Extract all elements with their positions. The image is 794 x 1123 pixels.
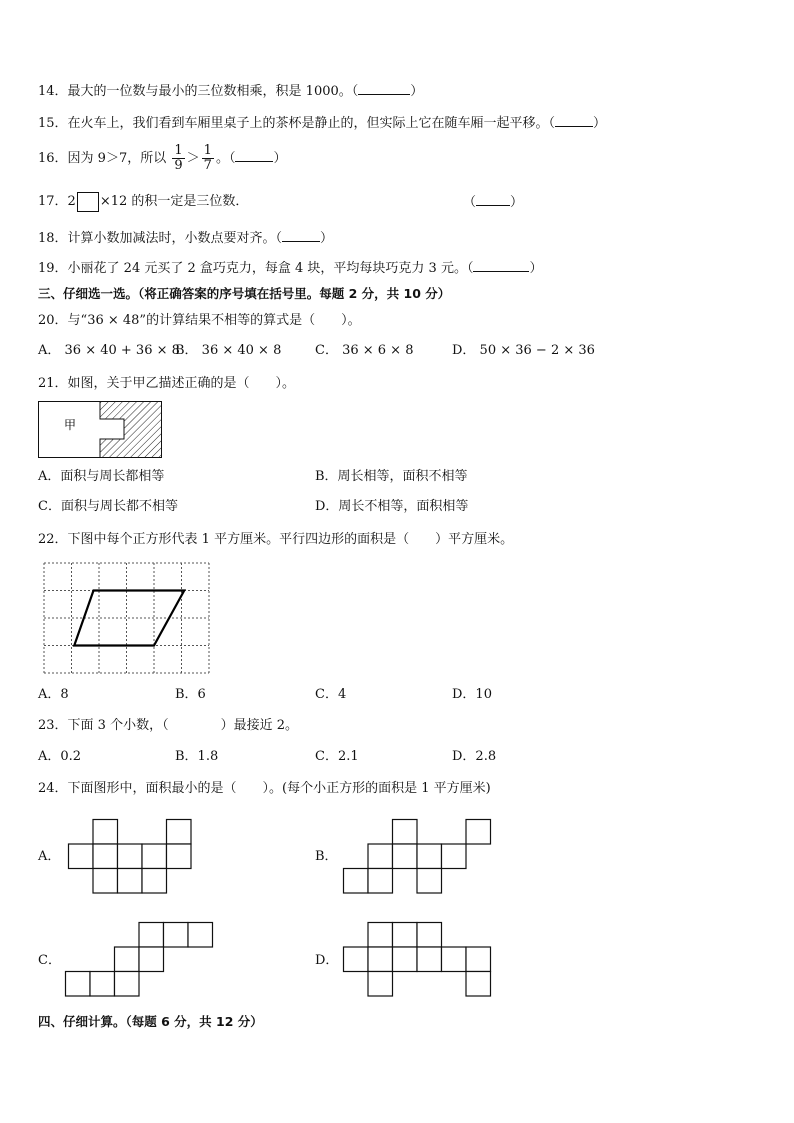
unit-square [66,972,91,997]
unit-square [93,844,118,869]
q20-option-b[interactable]: B． 36 × 40 × 8 [175,343,282,358]
unit-square [139,947,164,972]
unit-square [188,923,213,948]
unit-square [466,972,491,997]
unit-square [368,947,393,972]
unit-square [115,972,140,997]
answer-blank[interactable] [473,259,529,272]
unit-square [417,923,442,948]
unit-square [368,869,393,894]
q22-grid-figure [44,561,209,674]
unit-square [167,844,192,869]
answer-blank[interactable] [282,229,320,242]
unit-square [442,947,467,972]
question-15: 15．在火车上，我们看到车厢里桌子上的茶杯是静止的，但实际上它在随车厢一起平移。（ ） [38,116,607,131]
question-20: 20．与“36 × 48”的计算结果不相等的算式是（ ）。 [38,313,361,328]
unit-square [466,947,491,972]
unit-square [466,820,491,845]
unit-square [167,820,192,845]
question-17: 17．2 ×12 的积一定是三位数． [38,191,248,213]
q22-option-b[interactable]: B．6 [175,687,206,702]
unit-square [142,869,167,894]
q24-figure-d[interactable] [343,922,495,998]
q24-label-c[interactable]: C． [38,953,61,968]
q21-figure [38,401,162,458]
question-14: 14．最大的一位数与最小的三位数相乘，积是 1000。（ ） [38,84,424,99]
q23-option-d[interactable]: D．2.8 [452,749,497,764]
question-18: 18．计算小数加减法时，小数点要对齐。（ ） [38,231,334,246]
q23-option-a[interactable]: A．0.2 [38,749,82,764]
answer-blank[interactable] [358,82,410,95]
unit-square [164,923,189,948]
q24-figure-a[interactable] [68,819,193,894]
question-19: 19．小丽花了 24 元买了 2 盒巧克力，每盒 4 块，平均每块巧克力 3 元。（ ） [38,261,543,276]
unit-square [417,844,442,869]
unit-square [368,923,393,948]
question-21: 21．如图，关于甲乙描述正确的是（ ）。 [38,376,296,391]
q23-option-c[interactable]: C．2.1 [315,749,359,764]
unit-square [393,820,418,845]
unit-square [118,844,143,869]
fraction-one-seventh: $\frac{1}{7}$ [203,143,212,173]
unit-square [368,844,393,869]
q20-option-d[interactable]: D． 50 × 36 − 2 × 36 [452,343,595,358]
unit-square [417,947,442,972]
q24-figure-b[interactable] [343,819,493,894]
unit-square [69,844,94,869]
q20-option-a[interactable]: A． 36 × 40 + 36 × 8 [38,343,180,358]
q24-label-b[interactable]: B． [315,849,338,864]
unit-square [417,869,442,894]
q24-figure-c[interactable] [65,922,217,998]
unit-square [393,947,418,972]
answer-blank[interactable] [555,114,593,127]
question-23: 23．下面 3 个小数，（ ）最接近 2。 [38,718,298,733]
unit-square [115,947,140,972]
q22-option-a[interactable]: A．8 [38,687,69,702]
unit-square [142,844,167,869]
q22-option-c[interactable]: C．4 [315,687,347,702]
q20-option-c[interactable]: C． 36 × 6 × 8 [315,343,414,358]
q21-option-b[interactable]: B．周长相等，面积不相等 [315,469,468,484]
unit-square [93,869,118,894]
q22-option-d[interactable]: D．10 [452,687,492,702]
section-4-heading: 四、仔细计算。（每题 6 分，共 12 分） [38,1014,263,1029]
unit-square [344,869,369,894]
unit-square [139,923,164,948]
digit-box[interactable] [77,192,99,212]
q21-option-c[interactable]: C．面积与周长都不相等 [38,499,178,514]
question-22: 22．下图中每个正方形代表 1 平方厘米。平行四边形的面积是（ ）平方厘米。 [38,532,514,547]
unit-square [393,923,418,948]
question-24: 24．下面图形中，面积最小的是（ ）。(每个小正方形的面积是 1 平方厘米) [38,781,491,796]
unit-square [344,947,369,972]
q21-option-a[interactable]: A．面积与周长都相等 [38,469,165,484]
fraction-one-ninth: $\frac{1}{9}$ [174,143,183,173]
unit-square [442,844,467,869]
q21-option-d[interactable]: D．周长不相等，面积相等 [315,499,469,514]
unit-square [90,972,115,997]
unit-square [93,820,118,845]
question-17-answer: （ ） [463,195,524,210]
q24-label-a[interactable]: A． [38,849,61,864]
unit-square [368,972,393,997]
answer-blank[interactable] [476,193,510,206]
question-16: 16．因为 9＞7，所以 $\frac{1}{9}$ ＞ $\frac{1}{7}$ 。（ ） [38,143,287,173]
answer-blank[interactable] [235,149,273,162]
unit-square [393,844,418,869]
section-3-heading: 三、仔细选一选。（将正确答案的序号填在括号里。每题 2 分，共 10 分） [38,286,451,301]
q24-label-d[interactable]: D． [315,953,339,968]
unit-square [118,869,143,894]
figure-label-jia: 甲 [64,418,77,432]
q23-option-b[interactable]: B．1.8 [175,749,219,764]
